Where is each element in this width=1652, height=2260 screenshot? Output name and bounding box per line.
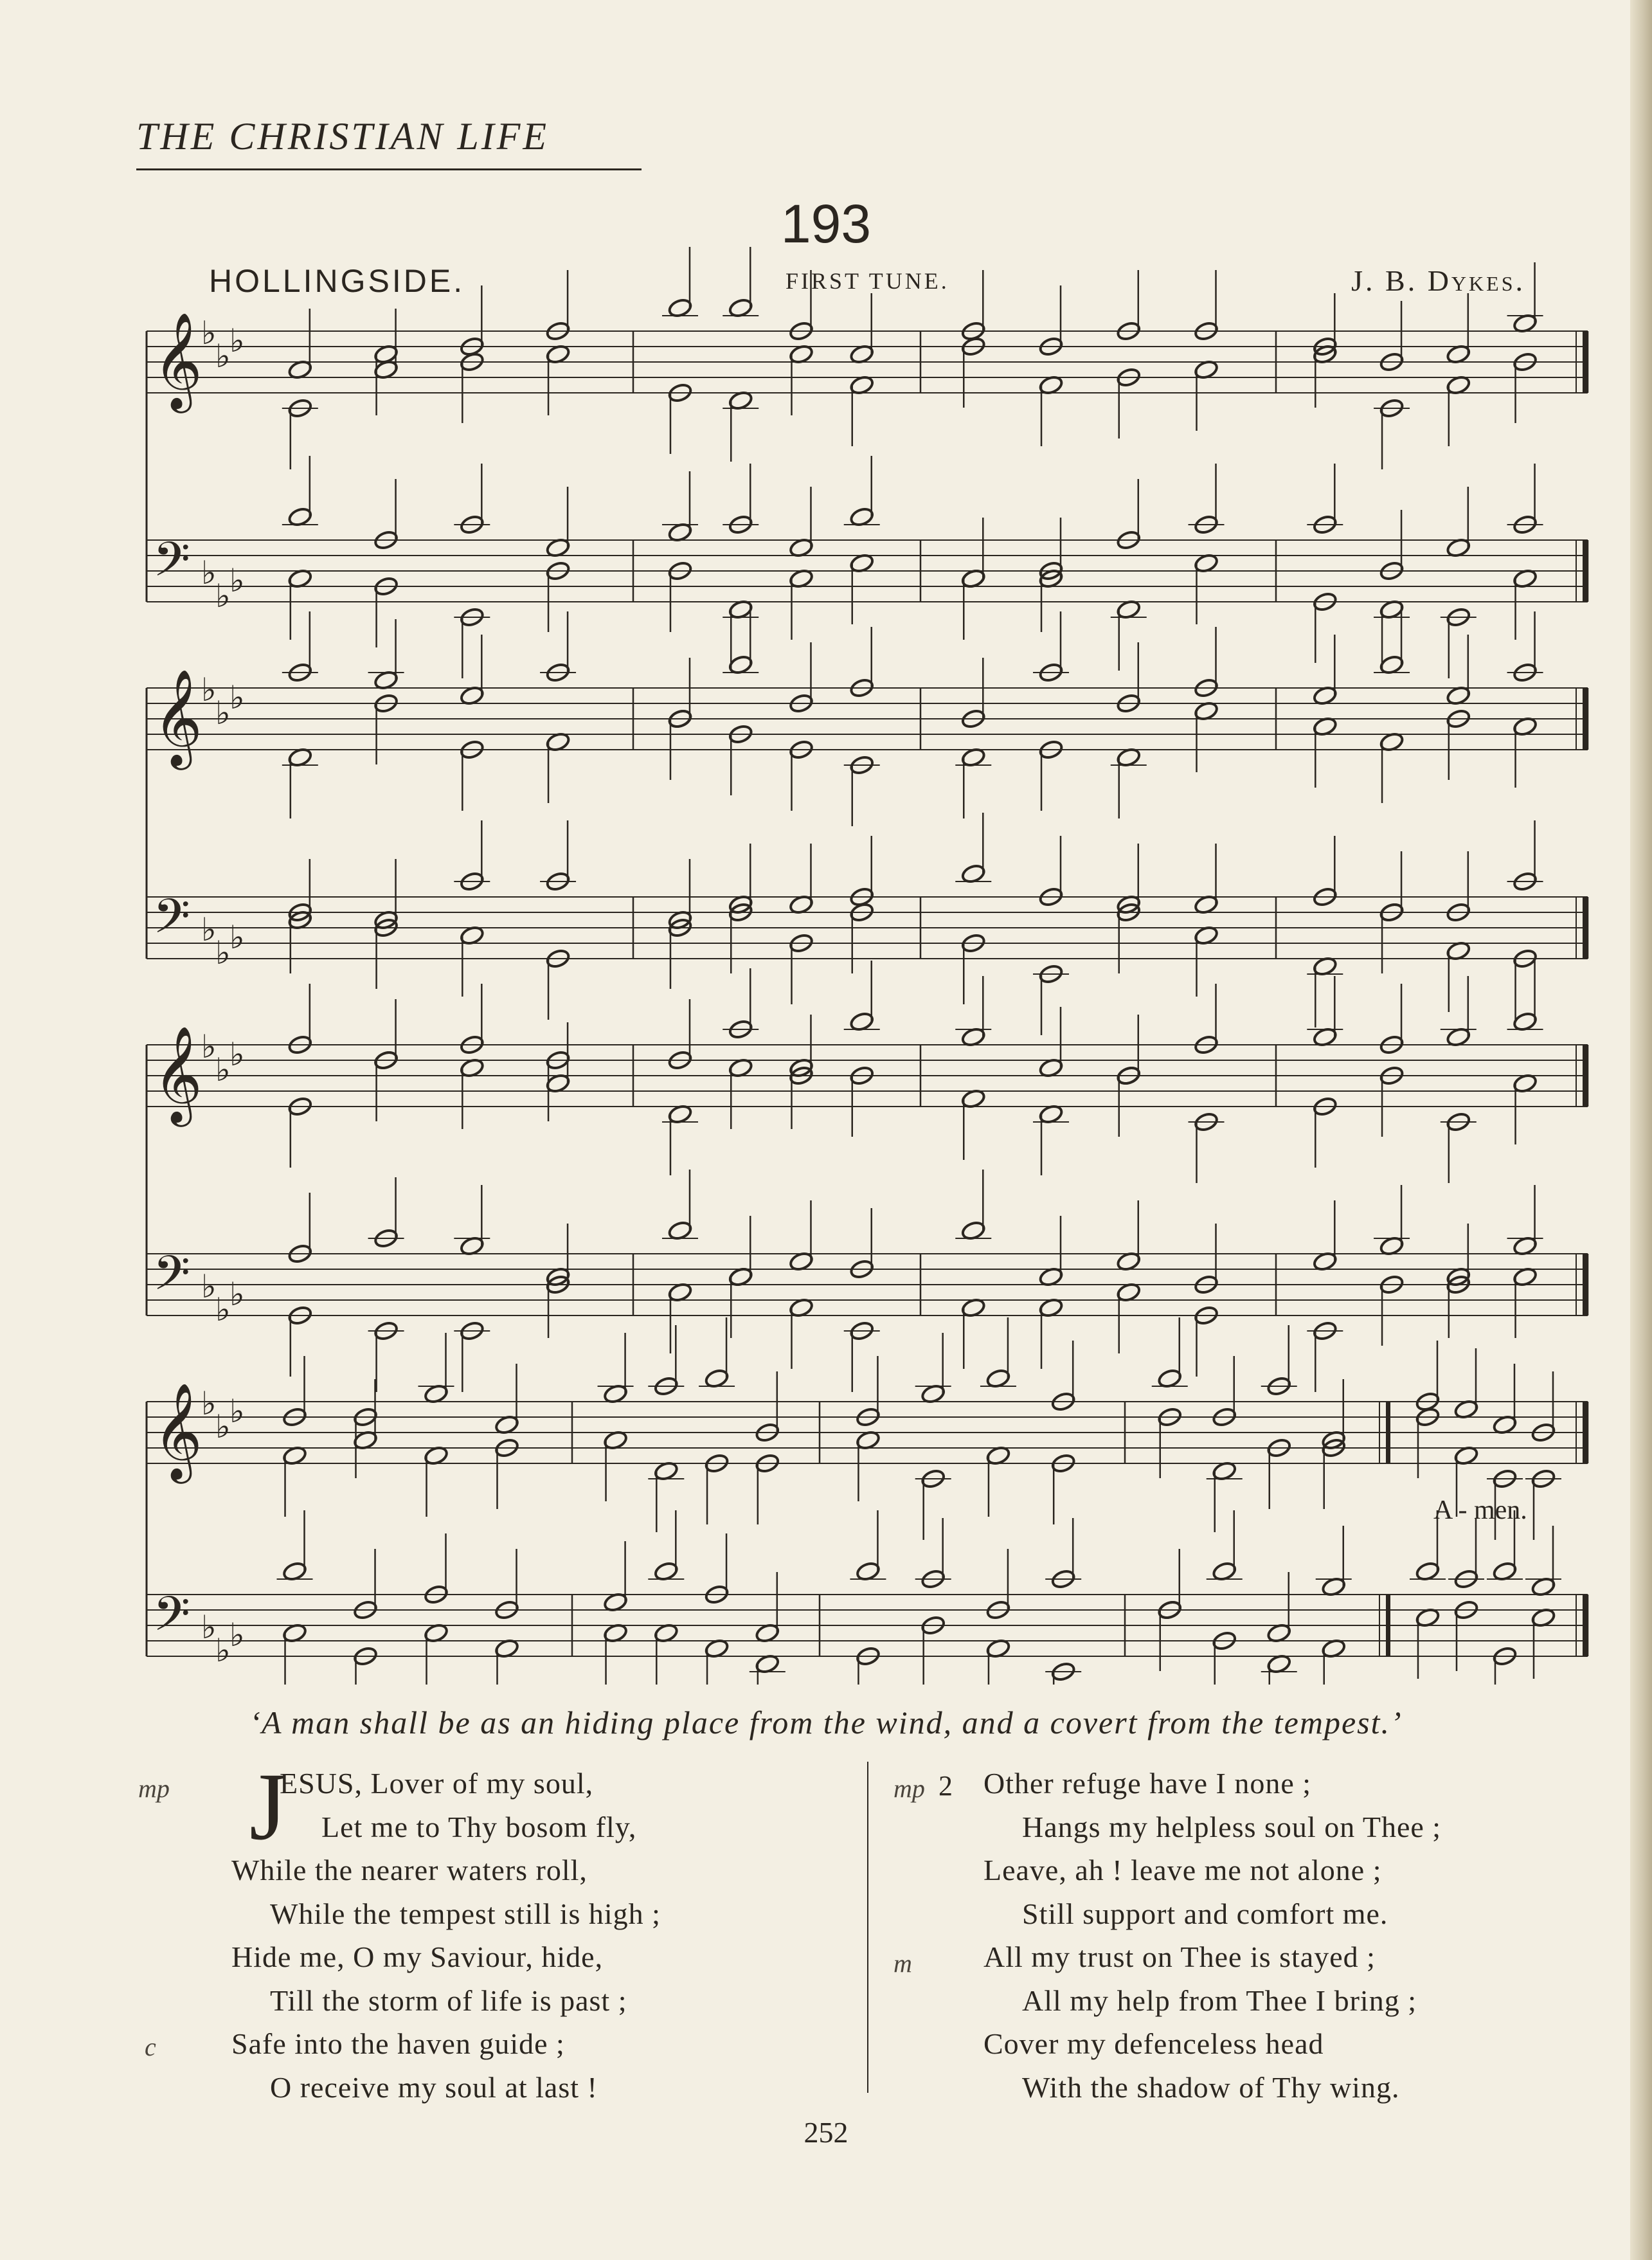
bass-clef-icon: 𝄢 (153, 889, 190, 956)
flat-sign-icon: ♭ (229, 1616, 245, 1654)
verse-line: Hide me, O my Saviour, hide, (231, 1940, 604, 1973)
verse-line: While the nearer waters roll, (231, 1854, 588, 1886)
verse-line: All my trust on Thee is stayed ; (983, 1940, 1376, 1973)
flat-sign-icon: ♭ (201, 911, 217, 948)
dynamic-mp: mp (893, 1774, 925, 1803)
flat-sign-icon: ♭ (229, 919, 245, 956)
composer: J. B. Dykes. (1351, 264, 1525, 297)
verse-line: While the tempest still is high ; (270, 1897, 661, 1930)
tune-label: FIRST TUNE. (786, 268, 949, 294)
double-barline (1386, 1402, 1390, 1463)
bass-clef-icon: 𝄢 (153, 532, 190, 599)
amen-label: A - men. (1433, 1496, 1527, 1525)
verse-line: Still support and comfort me. (1022, 1897, 1388, 1930)
flat-sign-icon: ♭ (229, 1276, 245, 1313)
flat-sign-icon: ♭ (215, 338, 231, 375)
tune-name: HOLLINGSIDE. (209, 263, 465, 299)
flat-sign-icon: ♭ (201, 554, 217, 592)
verse-line: Other refuge have I none ; (983, 1767, 1312, 1800)
final-barline (1583, 540, 1588, 602)
verse-line: Hangs my helpless soul on Thee ; (1022, 1810, 1442, 1843)
dynamic-c: c (145, 2032, 156, 2061)
final-barline (1583, 897, 1588, 959)
treble-clef-icon: 𝄞 (153, 1025, 202, 1123)
bass-clef-icon: 𝄢 (153, 1586, 190, 1654)
flat-sign-icon: ♭ (201, 314, 217, 352)
flat-sign-icon: ♭ (215, 1051, 231, 1089)
verse-line: Let me to Thy bosom fly, (321, 1810, 637, 1843)
epigraph: ‘A man shall be as an hiding place from the wind, and a covert from the tempest.’ (249, 1704, 1403, 1740)
verse-line: All my help from Thee I bring ; (1022, 1984, 1417, 2017)
treble-clef-icon: 𝄞 (153, 311, 202, 409)
column-divider (867, 1762, 868, 2093)
flat-sign-icon: ♭ (229, 679, 245, 716)
verse-line: ESUS, Lover of my soul, (280, 1767, 594, 1800)
flat-sign-icon: ♭ (229, 322, 245, 359)
flat-sign-icon: ♭ (201, 1028, 217, 1065)
flat-sign-icon: ♭ (229, 1393, 245, 1430)
flat-sign-icon: ♭ (229, 562, 245, 599)
final-barline (1583, 1045, 1588, 1107)
final-barline (1583, 1402, 1588, 1463)
flat-sign-icon: ♭ (215, 1408, 231, 1445)
bass-clef-icon: 𝄢 (153, 1245, 190, 1313)
flat-sign-icon: ♭ (201, 1609, 217, 1646)
flat-sign-icon: ♭ (215, 1291, 231, 1328)
verse-line: Cover my defenceless head (983, 2027, 1324, 2060)
flat-sign-icon: ♭ (201, 1268, 217, 1305)
verse-1-dropcap: J (249, 1753, 287, 1860)
final-barline (1583, 1595, 1588, 1656)
verse-2 (983, 1762, 1441, 2109)
running-title: THE CHRISTIAN LIFE (136, 115, 549, 158)
dynamic-m: m (893, 1949, 912, 1978)
verse-line: Leave, ah ! leave me not alone ; (983, 1854, 1382, 1886)
flat-sign-icon: ♭ (215, 694, 231, 732)
page-number: 252 (804, 2116, 848, 2149)
verse-1 (231, 1762, 661, 2109)
verse-line: Till the storm of life is past ; (270, 1984, 627, 2017)
flat-sign-icon: ♭ (201, 1385, 217, 1422)
verse-line: O receive my soul at last ! (270, 2070, 598, 2104)
flat-sign-icon: ♭ (229, 1036, 245, 1073)
hymn-number: 193 (780, 194, 872, 254)
final-barline (1583, 688, 1588, 750)
final-barline (1583, 331, 1588, 393)
final-barline (1583, 1254, 1588, 1315)
double-barline (1386, 1595, 1390, 1656)
flat-sign-icon: ♭ (215, 577, 231, 615)
flat-sign-icon: ♭ (215, 1632, 231, 1669)
flat-sign-icon: ♭ (201, 671, 217, 709)
treble-clef-icon: 𝄞 (153, 1382, 202, 1479)
verse-line: Safe into the haven guide ; (231, 2027, 565, 2060)
dynamic-mp: mp (138, 1774, 170, 1803)
verse-2-number: 2 (938, 1770, 953, 1802)
flat-sign-icon: ♭ (215, 934, 231, 972)
verse-line: With the shadow of Thy wing. (1022, 2070, 1400, 2104)
treble-clef-icon: 𝄞 (153, 668, 202, 766)
